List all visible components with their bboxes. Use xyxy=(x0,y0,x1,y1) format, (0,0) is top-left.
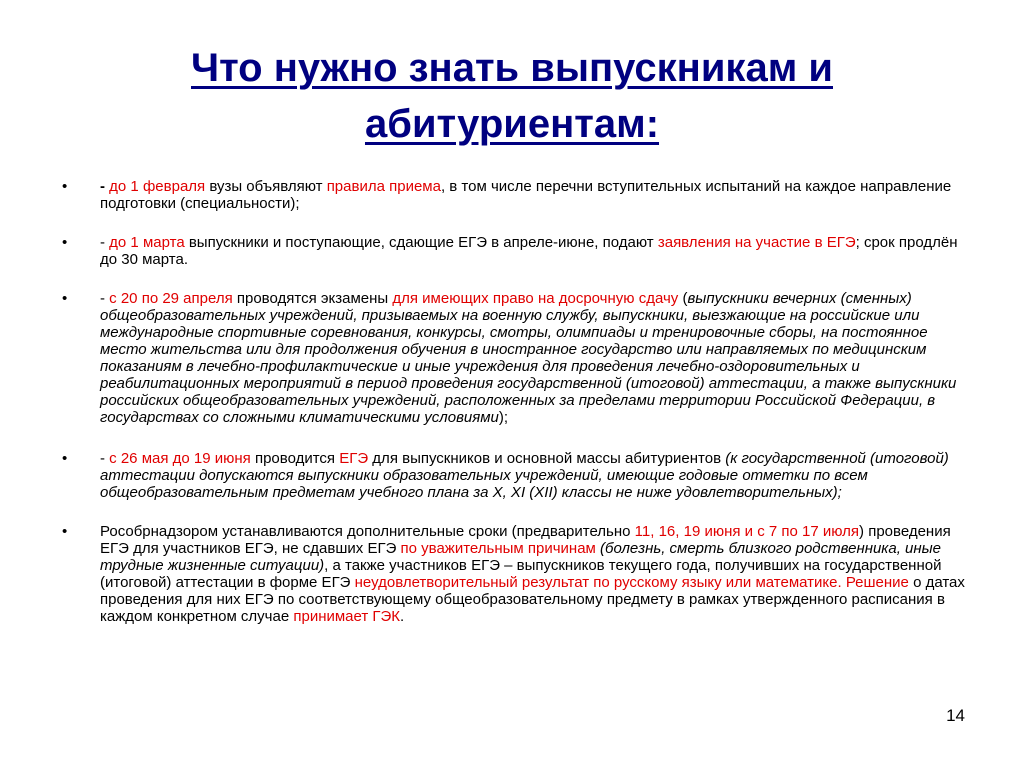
item-text-segment: ; срок продлён до 30 марта. xyxy=(100,234,958,268)
item-text-segment: принимает ГЭК xyxy=(293,608,401,625)
item-text-segment: выпускники вечерних (сменных) общеобразовательных учреждений, призываемых на военную службу, выпускники, выезжающие на российские или международные спортивные соревнования, конкурсы, смотры, олимпиады и тренировочные сборы, на постоянное место жительства или для продолжения обучения в иностранное государство или направляемых по медицинским показаниям в лечебно-профилактические и иные учреждения для проведения лечебно-оздоровительных и реабилитационных мероприятий в период проведения государственной (итоговой) аттестации, а также выпускники российских общеобразовательных учреждений, расположенных за пределами территории Российской Федерации, в государствах со сложными климатическими условиями xyxy=(100,290,957,426)
list-item xyxy=(62,290,967,426)
item-text-segment: ( xyxy=(678,290,688,307)
bullet-icon: • xyxy=(62,290,68,307)
item-text-segment: ЕГЭ xyxy=(339,450,369,467)
slide-title-line-1: Что нужно знать выпускникам и xyxy=(191,46,833,90)
list-item xyxy=(62,178,967,212)
item-text-segment: с 26 мая до 19 июня xyxy=(109,450,251,467)
page-number: 14 xyxy=(946,706,965,725)
item-text-segment: ); xyxy=(498,409,509,426)
item-text-segment: неудовлетворительный результат по русскому языку или математике. Решение xyxy=(354,574,909,591)
item-text-segment: вузы объявляют xyxy=(205,178,327,195)
item-text-segment: . xyxy=(400,608,405,625)
item-text-segment: до 1 февраля xyxy=(109,178,206,195)
item-text-segment: - xyxy=(100,450,110,467)
item-text-segment: по уважительным причинам xyxy=(400,540,596,557)
slide-title-line-2: абитуриентам: xyxy=(364,102,660,146)
item-text-segment: до 1 марта xyxy=(109,234,185,251)
item-text-segment: для имеющих право на досрочную сдачу xyxy=(392,290,679,307)
item-text-segment: (болезнь, смерть близкого родственника, иные трудные жизненные ситуации) xyxy=(100,540,942,574)
item-text-segment: 11, 16, 19 июня и с 7 по 17 июля xyxy=(634,523,860,540)
slide-title xyxy=(0,40,1024,152)
item-text-segment: - xyxy=(100,234,110,251)
item-text-segment: проводятся экзамены xyxy=(232,290,393,307)
item-text-segment: - xyxy=(100,178,110,195)
item-text-segment: , в том числе перечни вступительных испытаний на каждое направление подготовки (специальности); xyxy=(100,178,952,212)
item-text-segment: проводится xyxy=(250,450,340,467)
item-text-segment: о датах проведения для них ЕГЭ по соответствующему общеобразовательному предмету в рамках утвержденного расписания в каждом конкретном случае xyxy=(100,574,965,625)
item-text-segment: выпускники и поступающие, сдающие ЕГЭ в апреле-июне, подают xyxy=(184,234,658,251)
bullet-icon: • xyxy=(62,234,68,251)
item-text-segment: Рособрнадзором устанавливаются дополнительные сроки (предварительно xyxy=(100,523,635,540)
item-text-segment: - xyxy=(100,290,110,307)
list-item xyxy=(62,450,967,501)
item-text-segment: (к государственной (итоговой) аттестации допускаются выпускники образовательных учреждений, имеющие годовые отметки по всем общеобразовательным предметам учебного плана за X, XI (XII) классы не ниже удовлетворительных); xyxy=(100,450,949,501)
bullet-list xyxy=(62,178,967,647)
item-text-segment: ) проведения ЕГЭ для участников ЕГЭ, не сдавших ЕГЭ xyxy=(100,523,951,557)
item-text-segment: заявления на участие в ЕГЭ xyxy=(657,234,856,251)
bullet-icon: • xyxy=(62,450,68,467)
bullet-icon: • xyxy=(62,523,68,540)
item-text-segment: , а также участников ЕГЭ – выпускников текущего года, получивших на государственной (итоговой) аттестации в форме ЕГЭ xyxy=(100,557,942,591)
list-item xyxy=(62,523,967,625)
bullet-icon: • xyxy=(62,178,68,195)
item-text-segment: с 20 по 29 апреля xyxy=(109,290,233,307)
list-item xyxy=(62,234,967,268)
item-text-segment: для выпускников и основной массы абитуриентов xyxy=(368,450,726,467)
item-text-segment: правила приема xyxy=(326,178,441,195)
